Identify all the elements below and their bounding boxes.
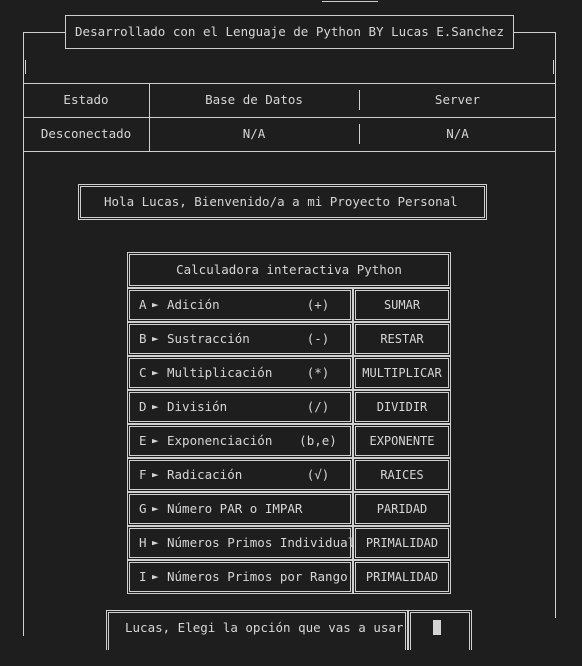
menu-option-symbol: (b,e) [299,433,337,448]
status-header-base-de-datos: Base de Datos [205,92,303,107]
status-header-estado: Estado [63,92,109,107]
menu-option-label: Adición [167,297,220,312]
prompt-text: Lucas, Elegi la opción que vas a usar [125,620,404,635]
menu-option-arrow: ► [152,536,159,549]
menu-command-label: SUMAR [383,298,421,312]
outer-frame-tick-right [553,60,554,74]
menu-command-label: RAICES [380,468,424,482]
menu-option-label: Exponenciación [167,433,273,448]
menu-option-arrow: ► [152,366,159,379]
menu-option-arrow: ► [152,434,159,447]
menu-option-label: Sustracción [167,331,250,346]
status-value-server: N/A [446,126,469,141]
welcome-message: Hola Lucas, Bienvenido/a a mi Proyecto Personal [104,194,458,209]
menu-option-symbol: (/) [306,399,330,414]
menu-option-label: Números Primos por Rango [167,569,348,584]
menu-option-label: Multiplicación [167,365,273,380]
menu-option-key: E [139,433,147,448]
status-header-server: Server [434,92,481,107]
menu-command-label: PRIMALIDAD [365,570,439,584]
text-cursor[interactable] [433,620,441,635]
menu-option-label: Números Primos Individual [167,535,356,550]
menu-option-label: División [167,399,228,414]
menu-option-key: I [139,569,147,584]
menu-option-key: F [139,467,147,482]
menu-option-label: Número PAR o IMPAR [167,501,303,516]
menu-option-symbol: (-) [306,331,330,346]
menu-option-arrow: ► [152,298,159,311]
menu-command-label: RESTAR [380,332,424,346]
status-value-base-de-datos: N/A [242,126,266,141]
status-table-divider [23,117,556,118]
menu-option-arrow: ► [152,400,159,413]
menu-command-label: PARIDAD [376,502,428,516]
outer-frame-top-left [23,32,65,33]
menu-option-symbol: (*) [306,365,330,380]
menu-command-label: DIVIDIR [376,400,428,414]
menu-option-symbol: (+) [306,297,330,312]
menu-option-arrow: ► [152,468,159,481]
outer-frame-tick-left [25,60,26,74]
menu-title: Calculadora interactiva Python [176,262,402,277]
menu-command-label: MULTIPLICAR [362,366,442,380]
menu-option-key: G [139,501,147,516]
menu-option-key: H [139,535,147,550]
menu-option-arrow: ► [152,570,159,583]
menu-option-key: C [139,365,147,380]
menu-option-symbol: (√) [306,467,330,482]
outer-frame-top-right [514,32,556,33]
menu-command-label: EXPONENTE [369,434,435,448]
title-bar-top-accent [322,1,378,2]
menu-option-key: D [139,399,147,414]
menu-option-key: A [139,297,147,312]
menu-option-key: B [139,331,147,346]
menu-option-arrow: ► [152,502,159,515]
menu-command-label: PRIMALIDAD [365,536,439,550]
status-value-estado: Desconectado [40,126,132,141]
menu-option-arrow: ► [152,332,159,345]
header-credit: Desarrollado con el Lenguaje de Python BY Lucas E.Sanchez [75,24,504,39]
menu-option-label: Radicación [167,467,243,482]
